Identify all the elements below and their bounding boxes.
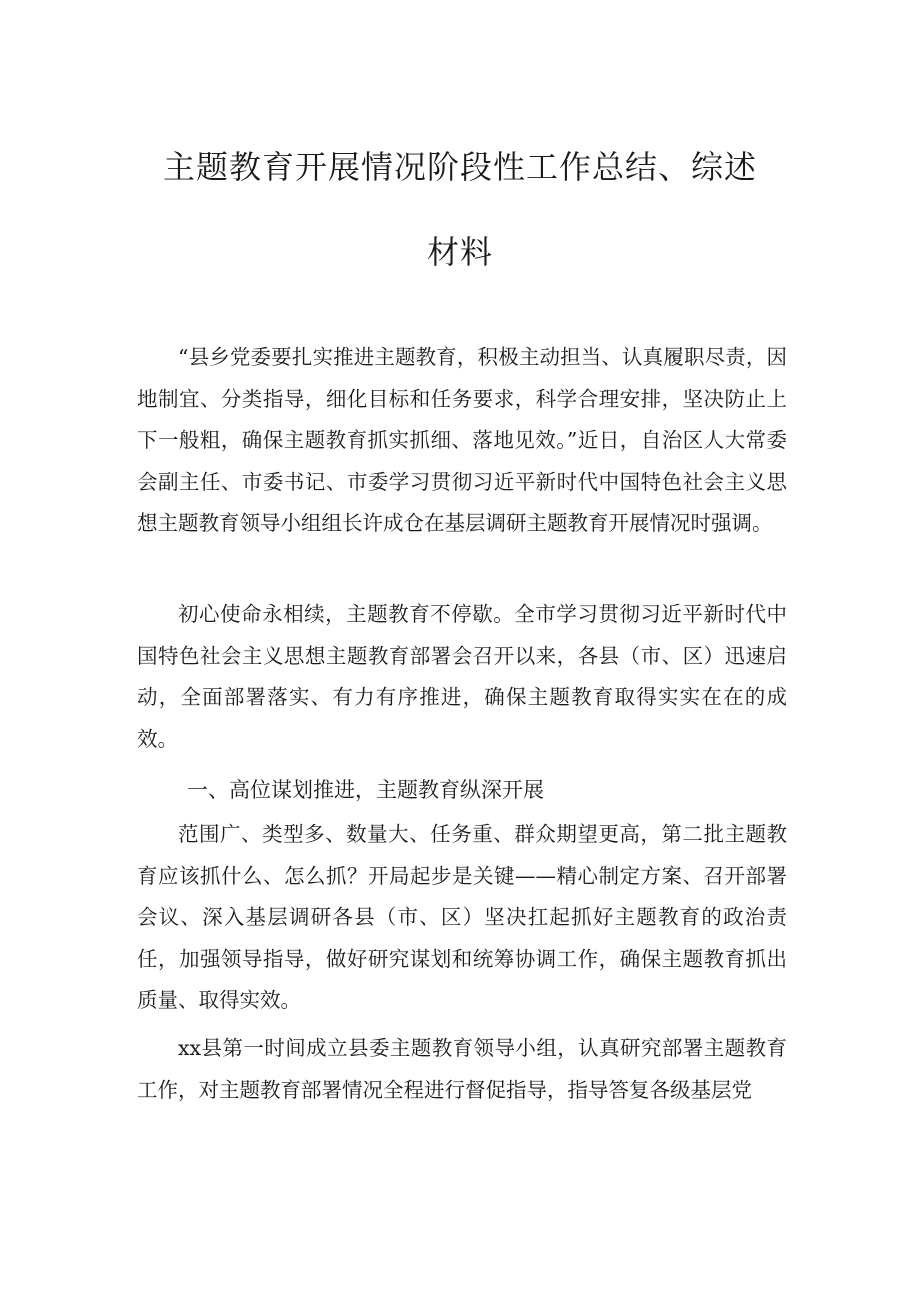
document-title-line-2: 材料 [426, 233, 493, 271]
document-title-line-1: 主题教育开展情况阶段性工作总结、综述 [162, 148, 757, 186]
section-heading-1: 一、高位谋划推进，主题教育纵深开展 [187, 778, 544, 802]
paragraph-3: 范围广、类型多、数量大、任务重、群众期望更高，第二批主题教育应该抓什么、怎么抓？开局起步是关键——精心制定方案、召开部署会议、深入基层调研各县（市、区）坚决扛起抓好主题教育的政治责任，加强领导指导，做好研究谋划和统筹协调工作，确保主题教育抓出质量、取得实效。 [137, 822, 787, 1012]
paragraph-2: 初心使命永相续，主题教育不停歇。全市学习贯彻习近平新时代中国特色社会主义思想主题教育部署会召开以来，各县（市、区）迅速启动，全面部署落实、有力有序推进，确保主题教育取得实实在在的成效。 [137, 602, 787, 751]
paragraph-1: “县乡党委要扎实推进主题教育，积极主动担当、认真履职尽责，因地制宜、分类指导，细化目标和任务要求，科学合理安排，坚决防止上下一般粗，确保主题教育抓实抓细、落地见效。”近日，自治区人大常委会副主任、市委书记、市委学习贯彻习近平新时代中国特色社会主义思想主题教育领导小组组长许成仓在基层调研主题教育开展情况时强调。 [137, 345, 787, 535]
paragraph-4: xx县第一时间成立县委主题教育领导小组，认真研究部署主题教育工作，对主题教育部署情况全程进行督促指导，指导答复各级基层党 [137, 1036, 787, 1102]
